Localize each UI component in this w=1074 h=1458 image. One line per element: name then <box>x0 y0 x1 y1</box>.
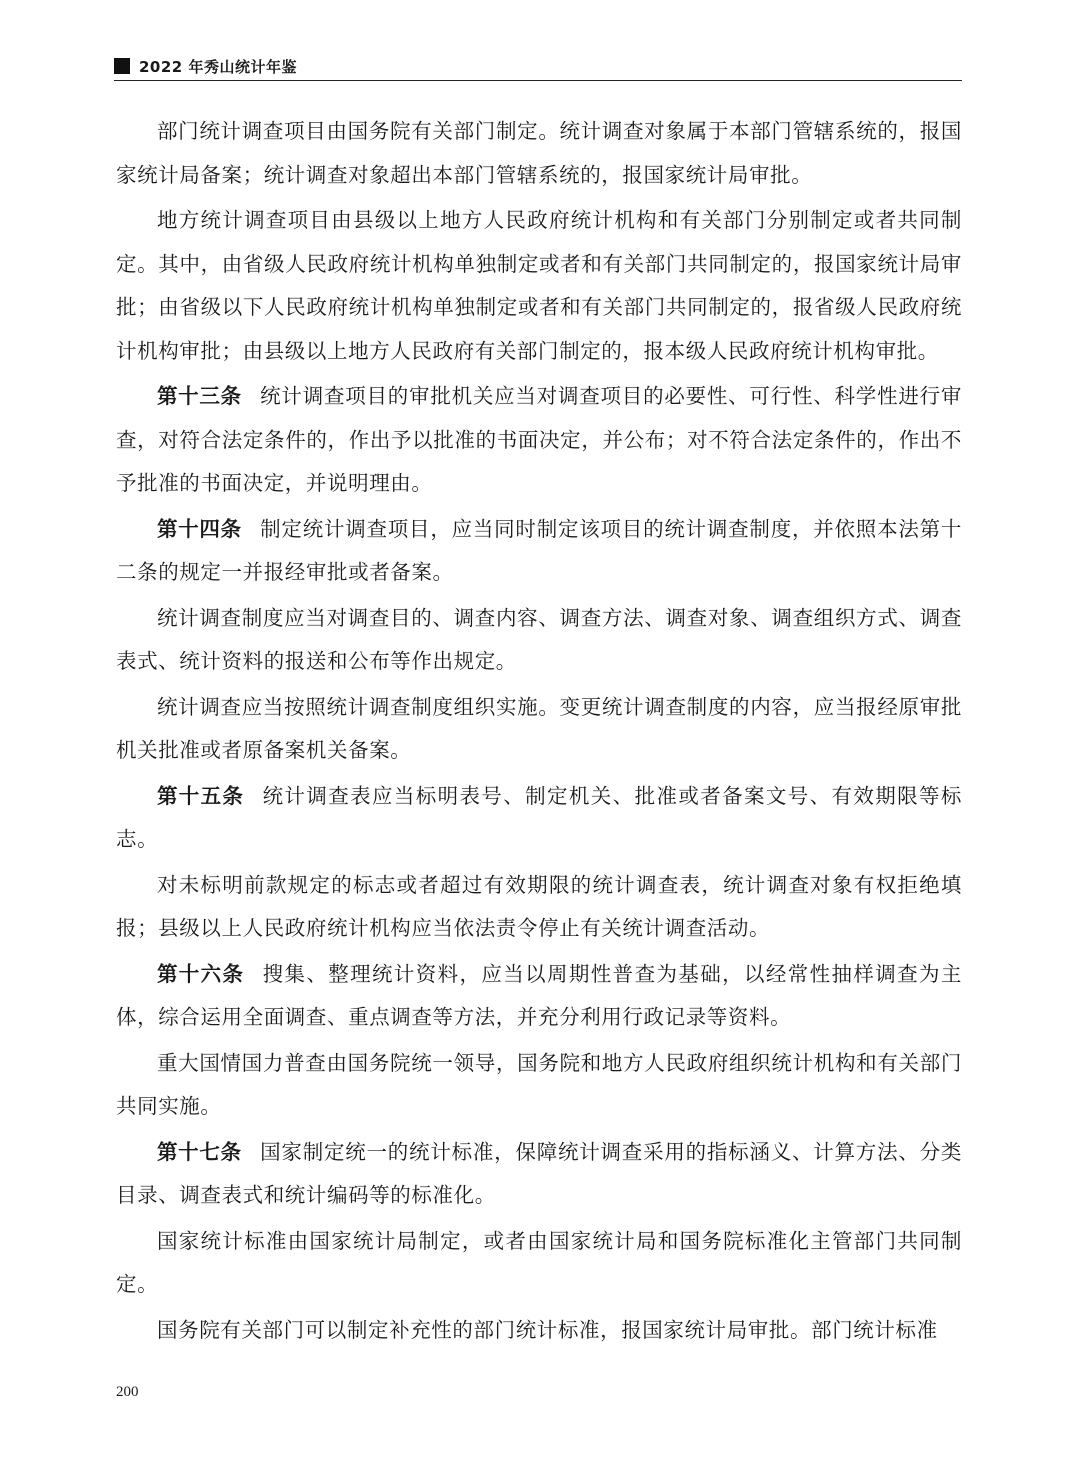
paragraph <box>116 1309 962 1353</box>
paragraph-text: 对未标明前款规定的标志或者超过有效期限的统计调查表，统计调查对象有权拒绝填报；县级以上人民政府统计机构应当依法责令停止有关统计调查活动。 <box>116 872 962 940</box>
article-number: 第十七条 <box>157 1139 242 1164</box>
paragraph <box>116 775 962 862</box>
paragraph <box>116 597 962 684</box>
paragraph-text: 统计调查项目的审批机关应当对调查项目的必要性、可行性、科学性进行审查，对符合法定条件的，作出予以批准的书面决定，并公布；对不符合法定条件的，作出不予批准的书面决定，并说明理由。 <box>116 384 962 495</box>
paragraph-text: 制定统计调查项目，应当同时制定该项目的统计调查制度，并依照本法第十二条的规定一并报经审批或者备案。 <box>116 516 962 584</box>
page-header <box>114 56 962 81</box>
paragraph-text: 国家制定统一的统计标准，保障统计调查采用的指标涵义、计算方法、分类目录、调查表式和统计编码等的标准化。 <box>116 1139 962 1207</box>
header-square-icon <box>114 58 130 74</box>
paragraph <box>116 864 962 951</box>
paragraph-text: 国家统计标准由国家统计局制定，或者由国家统计局和国务院标准化主管部门共同制定。 <box>116 1228 962 1296</box>
article-number: 第十三条 <box>157 384 242 408</box>
paragraph <box>116 110 962 197</box>
article-number: 第十六条 <box>157 961 245 986</box>
paragraph <box>116 1220 962 1307</box>
paragraph-text: 统计调查应当按照统计调查制度组织实施。变更统计调查制度的内容，应当报经原审批机关批准或者原备案机关备案。 <box>116 694 962 762</box>
paragraph <box>116 686 962 773</box>
paragraph <box>116 199 962 373</box>
paragraph-text: 搜集、整理统计资料，应当以周期性普查为基础，以经常性抽样调查为主体，综合运用全面调查、重点调查等方法，并充分利用行政记录等资料。 <box>116 961 963 1029</box>
paragraph <box>116 953 962 1040</box>
page-number: 200 <box>116 1384 139 1400</box>
paragraph-text: 国务院有关部门可以制定补充性的部门统计标准，报国家统计局审批。部门统计标准 <box>157 1317 938 1342</box>
paragraph-text: 重大国情国力普查由国务院统一领导，国务院和地方人民政府组织统计机构和有关部门共同实施。 <box>116 1050 962 1118</box>
paragraph <box>116 508 962 595</box>
article-number: 第十五条 <box>157 783 245 808</box>
document-body <box>116 110 962 1354</box>
article-number: 第十四条 <box>157 516 242 541</box>
header-title: 2022 年秀山统计年鉴 <box>139 57 297 76</box>
paragraph <box>116 1042 962 1129</box>
paragraph-text: 统计调查表应当标明表号、制定机关、批准或者备案文号、有效期限等标志。 <box>116 783 963 851</box>
paragraph-text: 部门统计调查项目由国务院有关部门制定。统计调查对象属于本部门管辖系统的，报国家统计局备案；统计调查对象超出本部门管辖系统的，报国家统计局审批。 <box>116 119 962 187</box>
paragraph <box>116 375 962 506</box>
paragraph-text: 地方统计调查项目由县级以上地方人民政府统计机构和有关部门分别制定或者共同制定。其中，由省级人民政府统计机构单独制定或者和有关部门共同制定的，报国家统计局审批；由省级以下人民政府统计机构单独制定或者和有关部门共同制定的，报省级人民政府统计机构审批；由县级以上地方人民政府有关部门制定的，报本级人民政府统计机构审批。 <box>116 208 962 363</box>
paragraph <box>116 1131 962 1218</box>
paragraph-text: 统计调查制度应当对调查目的、调查内容、调查方法、调查对象、调查组织方式、调查表式、统计资料的报送和公布等作出规定。 <box>116 605 962 673</box>
